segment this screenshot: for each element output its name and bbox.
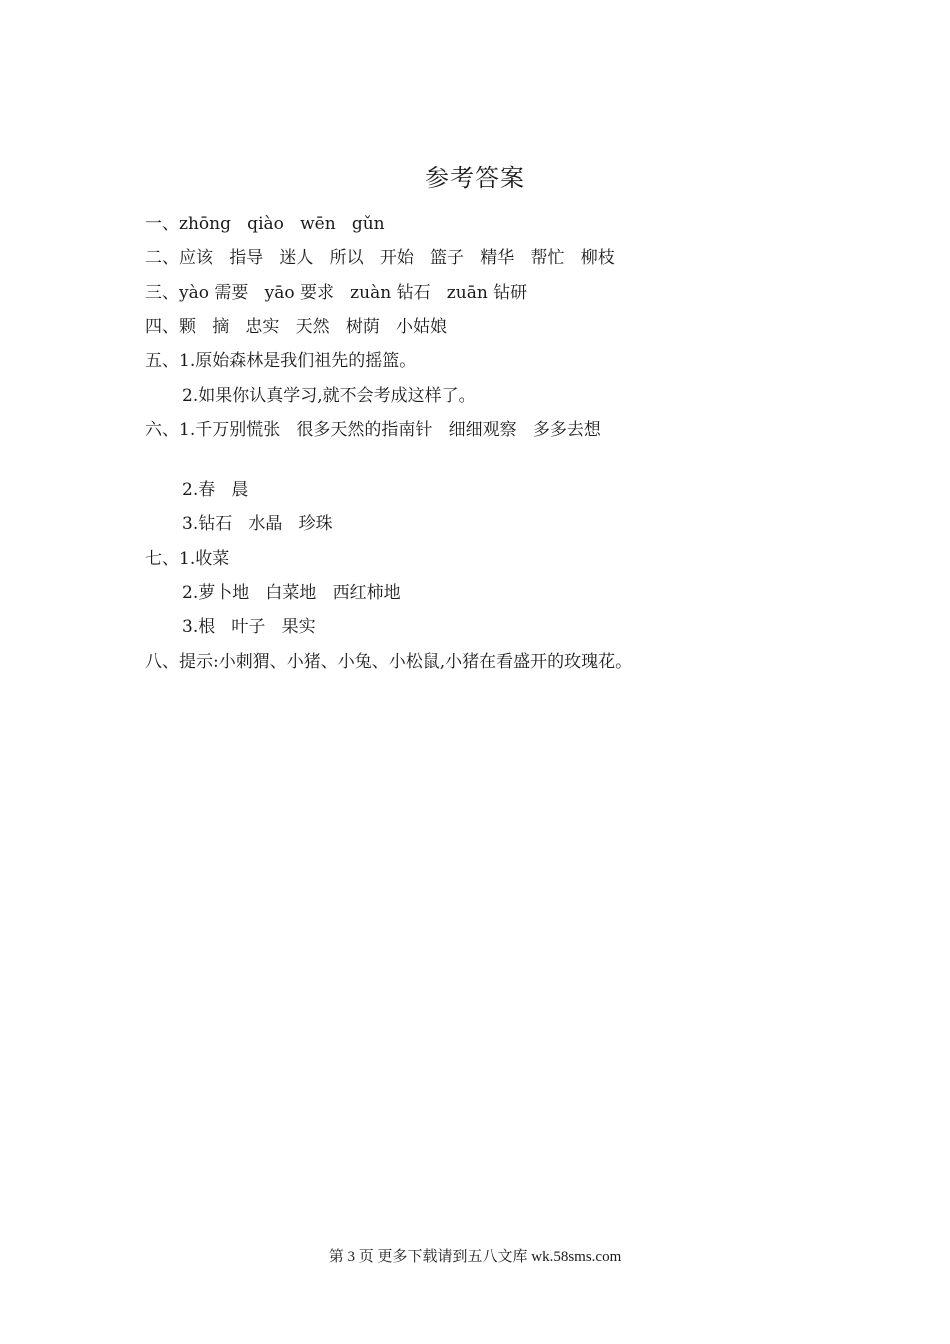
answer-q5-1: 五、1.原始森林是我们祖先的摇篮。 [145, 351, 417, 371]
answer-q5-2: 2.如果你认真学习,就不会考成这样了。 [182, 386, 476, 406]
answer-q3: 三、yào 需要 yāo 要求 zuàn 钻石 zuān 钻研 [145, 283, 528, 303]
answer-q4: 四、颗 摘 忠实 天然 树荫 小姑娘 [145, 317, 448, 337]
answer-q6-3: 3.钻石 水晶 珍珠 [182, 514, 333, 534]
page-title: 参考答案 [425, 164, 525, 192]
answer-q6-2: 2.春 晨 [182, 480, 249, 500]
answer-q6-1: 六、1.千万别慌张 很多天然的指南针 细细观察 多多去想 [145, 420, 601, 440]
answer-q7-3: 3.根 叶子 果实 [182, 617, 316, 637]
answer-q7-1: 七、1.收菜 [145, 549, 230, 569]
page-footer: 第 3 页 更多下载请到五八文库 wk.58sms.com [328, 1249, 622, 1265]
answer-q1: 一、zhōng qiào wēn gǔn [145, 214, 385, 234]
answer-q8: 八、提示:小刺猬、小猪、小兔、小松鼠,小猪在看盛开的玫瑰花。 [145, 652, 633, 672]
answer-q2: 二、应该 指导 迷人 所以 开始 篮子 精华 帮忙 柳枝 [145, 248, 615, 268]
answer-q7-2: 2.萝卜地 白菜地 西红柿地 [182, 583, 401, 603]
